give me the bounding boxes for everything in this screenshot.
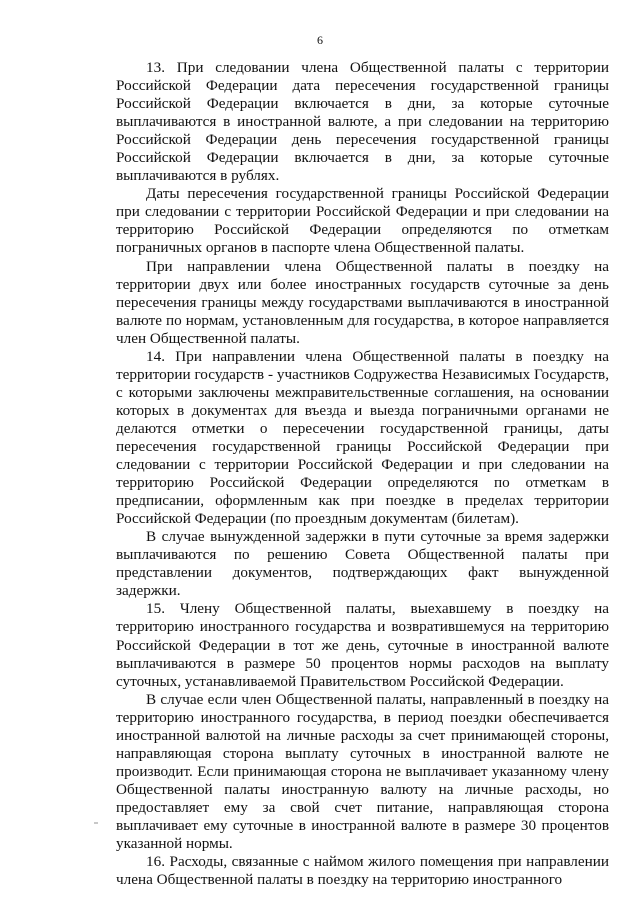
paragraph-host-currency: В случае если член Общественной палаты, направленный в поездку на территорию иностранного государства, в период поездки обеспечивается иностранной валютой на личные расходы за счет принимающей стороны, направляющая сторона выплату суточных в иностранной валюте не производит. Если принимающая сторона не выплачивает указанному члену Общественной палаты иностранную валюту на личные расходы, но предоставляет ему за свой счет питание, направляющая сторона выплачивает ему суточные в иностранной валюте в размере 30 процентов указанной нормы. [116, 690, 609, 853]
margin-mark [94, 822, 98, 824]
paragraph-16: 16. Расходы, связанные с наймом жилого помещения при направлении члена Общественной палаты в поездку на территорию иностранного [116, 853, 609, 889]
document-body [116, 59, 609, 889]
paragraph-forced-delay: В случае вынужденной задержки в пути суточные за время задержки выплачиваются по решению Совета Общественной палаты при представлении документов, подтверждающих факт вынужденной задержки. [116, 528, 609, 600]
paragraph-15: 15. Члену Общественной палаты, выехавшему в поездку на территорию иностранного государства и возвратившемуся на территорию Российской Федерации в тот же день, суточные в иностранной валюте выплачиваются в размере 50 процентов нормы расходов на выплату суточных, устанавливаемой Правительством Российской Федерации. [116, 600, 609, 690]
paragraph-14: 14. При направлении члена Общественной палаты в поездку на территории государств - участников Содружества Независимых Государств, с которыми заключены межправительственные соглашения, на основании которых в документах для въезда и выезда пограничными органами не делаются отметки о пересечении государственной границы, даты пересечения государственной границы Российской Федерации при следовании с территории Российской Федерации и при следовании на территорию Российской Федерации определяются по отметкам в предписании, оформленным как при поездке в пределах территории Российской Федерации (по проездным документам (билетам). [116, 347, 609, 528]
paragraph-13: 13. При следовании члена Общественной палаты с территории Российской Федерации дата пересечения государственной границы Российской Федерации включается в дни, за которые суточные выплачиваются в иностранной валюте, а при следовании на территорию Российской Федерации день пересечения государственной границы Российской Федерации включается в дни, за которые суточные выплачиваются в рублях. [116, 59, 609, 185]
page-number: 6 [317, 33, 323, 47]
paragraph-multiple-states: При направлении члена Общественной палаты в поездку на территории двух или более иностранных государств суточные за день пересечения границы между государствами выплачиваются в иностранной валюте по нормам, установленным для государства, в которое направляется член Общественной палаты. [116, 257, 609, 347]
paragraph-border-dates: Даты пересечения государственной границы Российской Федерации при следовании с территории Российской Федерации и при следовании на территорию Российской Федерации определяются по отметкам пограничных органов в паспорте члена Общественной палаты. [116, 185, 609, 257]
